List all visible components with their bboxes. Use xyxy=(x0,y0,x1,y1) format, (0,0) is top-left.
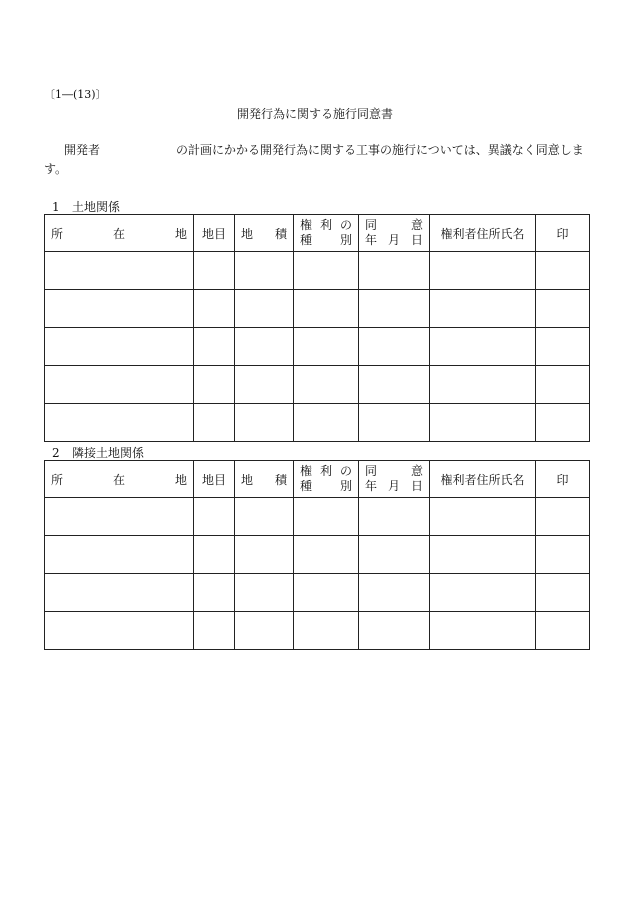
cell-location[interactable] xyxy=(45,252,194,290)
section-label: 土地関係 xyxy=(72,200,121,214)
header-right-holder: 権利者住所氏名 xyxy=(430,215,536,252)
cell-seal[interactable] xyxy=(536,574,590,612)
cell-consent-date[interactable] xyxy=(359,612,430,650)
table-row xyxy=(45,574,590,612)
section-number: 2 xyxy=(52,446,60,460)
header-location: 所 在 地 xyxy=(45,461,194,498)
cell-area[interactable] xyxy=(235,366,294,404)
cell-area[interactable] xyxy=(235,498,294,536)
cell-area[interactable] xyxy=(235,612,294,650)
header-consent-date: 同 意 年 月 日 xyxy=(359,461,430,498)
table-header-row xyxy=(45,215,590,252)
header-seal: 印 xyxy=(536,215,590,252)
cell-location[interactable] xyxy=(45,536,194,574)
header-right-type: 権 利 の 種 別 xyxy=(294,215,359,252)
table-header-row xyxy=(45,461,590,498)
cell-seal[interactable] xyxy=(536,366,590,404)
cell-consent-date[interactable] xyxy=(359,498,430,536)
cell-seal[interactable] xyxy=(536,536,590,574)
cell-location[interactable] xyxy=(45,366,194,404)
cell-land-category[interactable] xyxy=(194,536,235,574)
header-location: 所 在 地 xyxy=(45,215,194,252)
consent-text: の計画にかかる開発行為に関する工事の施行については、異議なく同意します。 xyxy=(44,143,584,176)
cell-consent-date[interactable] xyxy=(359,404,430,442)
cell-consent-date[interactable] xyxy=(359,328,430,366)
cell-land-category[interactable] xyxy=(194,612,235,650)
table-row xyxy=(45,612,590,650)
cell-right-holder[interactable] xyxy=(430,290,536,328)
cell-area[interactable] xyxy=(235,252,294,290)
cell-right-type[interactable] xyxy=(294,252,359,290)
developer-label: 開発者 xyxy=(64,143,101,157)
cell-area[interactable] xyxy=(235,290,294,328)
section-label: 隣接土地関係 xyxy=(72,446,145,460)
cell-seal[interactable] xyxy=(536,252,590,290)
header-seal: 印 xyxy=(536,461,590,498)
cell-land-category[interactable] xyxy=(194,366,235,404)
cell-location[interactable] xyxy=(45,574,194,612)
cell-seal[interactable] xyxy=(536,404,590,442)
document-title: 開発行為に関する施行同意書 xyxy=(236,107,393,121)
table-row xyxy=(45,290,590,328)
header-area: 地 積 xyxy=(235,461,294,498)
cell-seal[interactable] xyxy=(536,612,590,650)
cell-right-type[interactable] xyxy=(294,366,359,404)
cell-right-type[interactable] xyxy=(294,536,359,574)
cell-land-category[interactable] xyxy=(194,498,235,536)
cell-right-holder[interactable] xyxy=(430,404,536,442)
table-row xyxy=(45,536,590,574)
cell-right-type[interactable] xyxy=(294,574,359,612)
cell-right-type[interactable] xyxy=(294,290,359,328)
section-heading-land xyxy=(52,198,120,215)
cell-land-category[interactable] xyxy=(194,404,235,442)
table-row xyxy=(45,328,590,366)
cell-land-category[interactable] xyxy=(194,574,235,612)
cell-land-category[interactable] xyxy=(194,290,235,328)
cell-seal[interactable] xyxy=(536,290,590,328)
header-land-category: 地目 xyxy=(194,215,235,252)
cell-area[interactable] xyxy=(235,574,294,612)
section-number: 1 xyxy=(52,200,60,214)
cell-location[interactable] xyxy=(45,328,194,366)
cell-right-holder[interactable] xyxy=(430,252,536,290)
cell-consent-date[interactable] xyxy=(359,366,430,404)
cell-right-holder[interactable] xyxy=(430,328,536,366)
cell-right-type[interactable] xyxy=(294,404,359,442)
cell-land-category[interactable] xyxy=(194,328,235,366)
consent-statement xyxy=(44,141,590,179)
form-reference-number: 〔1―(13)〕 xyxy=(44,88,107,101)
cell-seal[interactable] xyxy=(536,498,590,536)
cell-right-holder[interactable] xyxy=(430,536,536,574)
cell-right-holder[interactable] xyxy=(430,366,536,404)
cell-area[interactable] xyxy=(235,328,294,366)
cell-location[interactable] xyxy=(45,612,194,650)
cell-location[interactable] xyxy=(45,290,194,328)
table-row xyxy=(45,252,590,290)
header-right-type: 権 利 の 種 別 xyxy=(294,461,359,498)
cell-consent-date[interactable] xyxy=(359,252,430,290)
cell-right-holder[interactable] xyxy=(430,574,536,612)
cell-right-type[interactable] xyxy=(294,498,359,536)
section-heading-adjacent-land xyxy=(52,444,144,461)
cell-location[interactable] xyxy=(45,498,194,536)
adjacent-land-relation-table xyxy=(44,460,590,650)
header-right-holder: 権利者住所氏名 xyxy=(430,461,536,498)
cell-consent-date[interactable] xyxy=(359,574,430,612)
cell-area[interactable] xyxy=(235,404,294,442)
cell-consent-date[interactable] xyxy=(359,290,430,328)
cell-seal[interactable] xyxy=(536,328,590,366)
cell-area[interactable] xyxy=(235,536,294,574)
header-land-category: 地目 xyxy=(194,461,235,498)
cell-land-category[interactable] xyxy=(194,252,235,290)
cell-right-holder[interactable] xyxy=(430,612,536,650)
cell-right-holder[interactable] xyxy=(430,498,536,536)
table-row xyxy=(45,366,590,404)
cell-right-type[interactable] xyxy=(294,328,359,366)
header-consent-date: 同 意 年 月 日 xyxy=(359,215,430,252)
cell-location[interactable] xyxy=(45,404,194,442)
header-area: 地 積 xyxy=(235,215,294,252)
table-row xyxy=(45,404,590,442)
table-row xyxy=(45,498,590,536)
cell-right-type[interactable] xyxy=(294,612,359,650)
land-relation-table xyxy=(44,214,590,442)
cell-consent-date[interactable] xyxy=(359,536,430,574)
